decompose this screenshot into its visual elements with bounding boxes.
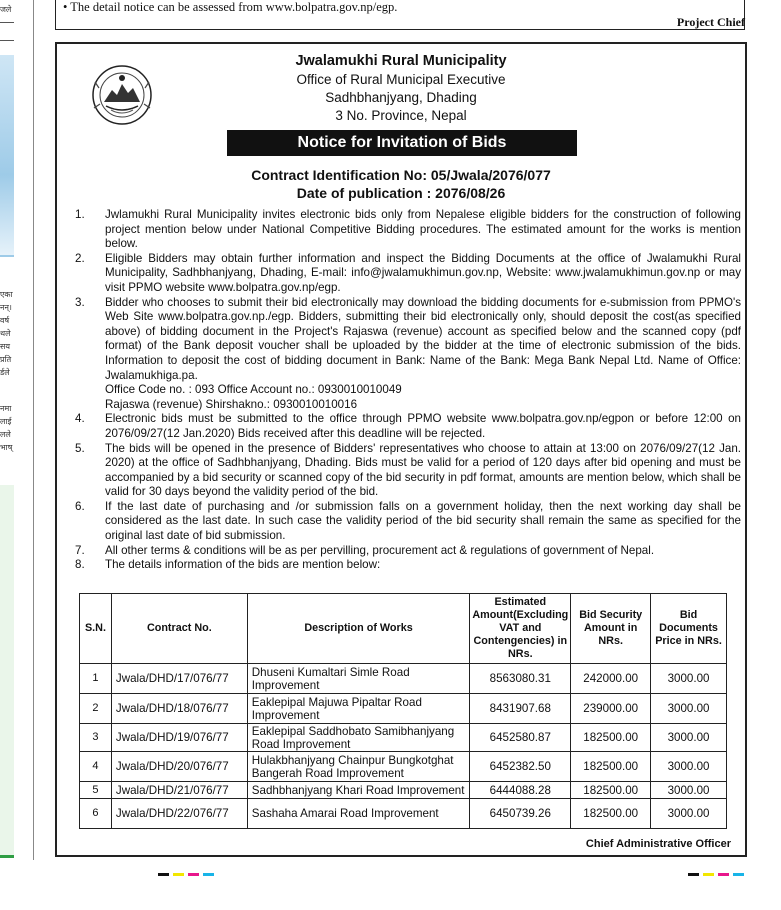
cell-security: 242000.00 xyxy=(571,664,651,694)
org-name: Jwalamukhi Rural Municipality xyxy=(295,53,507,69)
item-number: 1. xyxy=(75,208,85,221)
cell-sn: 1 xyxy=(80,664,112,694)
notice-header xyxy=(57,52,745,125)
table-row xyxy=(80,799,727,829)
previous-notice-line xyxy=(63,0,397,15)
cell-estimate: 8431907.68 xyxy=(470,694,571,724)
cell-description: Eaklepipal Saddhobato Samibhanjyang Road Improvement xyxy=(247,724,470,752)
header-line: Sadhbhanjyang, Dhading xyxy=(325,90,477,105)
contract-id: Contract Identification No: 05/Jwala/2076/077 xyxy=(251,167,551,183)
cell-price: 3000.00 xyxy=(651,799,727,829)
print-color-marks-right xyxy=(688,873,744,876)
print-mark-cyan xyxy=(733,873,744,876)
item-text: Electronic bids must be submitted to the office through PPMO website www.bolpatra.gov.np/egpon or before 12:00 on 2076/09/27(12 Jan.2020) Bids received after this deadline will be rejected. xyxy=(105,412,741,440)
column-divider xyxy=(33,0,34,860)
cell-estimate: 6444088.28 xyxy=(470,782,571,799)
table-header-row xyxy=(80,594,727,664)
cell-contract: Jwala/DHD/18/076/77 xyxy=(111,694,247,724)
cell-security: 182500.00 xyxy=(571,752,651,782)
cell-description: Hulakbhanjyang Chainpur Bungkotghat Bangerah Road Improvement xyxy=(247,752,470,782)
cell-sn: 6 xyxy=(80,799,112,829)
print-mark-magenta xyxy=(188,873,199,876)
left-fragment-line: एका xyxy=(0,290,13,299)
list-item xyxy=(71,500,741,544)
left-column-fragment xyxy=(0,0,14,860)
cell-price: 3000.00 xyxy=(651,724,727,752)
previous-notice-signature: Project Chief xyxy=(676,15,745,29)
left-fragment-line: वर्ष xyxy=(0,316,10,325)
bid-notice xyxy=(55,42,747,857)
previous-notice-fragment xyxy=(55,0,745,32)
list-item xyxy=(71,442,741,500)
print-mark-magenta xyxy=(718,873,729,876)
item-subline: Rajaswa (revenue) Shirshakno.: 0930010010016 xyxy=(105,397,358,411)
item-text: If the last date of purchasing and /or submission falls on a government holiday, then the next working day shall be considered as the last date. In such case the validity period of the bid security shall remain the same as specified for the original last date of bid submission. xyxy=(105,499,741,543)
item-text: Jwlamukhi Rural Municipality invites electronic bids only from Nepalese eligible bidders for the construction of following project mention below under National Competitive Bidding procedures. The estimated amount for the works is mention below. xyxy=(105,208,741,251)
cell-sn: 2 xyxy=(80,694,112,724)
list-item xyxy=(71,296,741,413)
left-fragment-text-b xyxy=(0,402,14,454)
left-fragment-line: लाई xyxy=(0,417,12,426)
col-header-description: Description of Works xyxy=(247,594,470,664)
item-text: Eligible Bidders may obtain further information and inspect the Bidding Documents at the office of Jwalamukhi Rural Municipality, Sadhbhanjyang, Dhading, E-mail: info@jwalamukhimun.gov.np, Website: www.jwalamukhimun.gov.np or may visit PPMO website www.bolpatra.gov.np/egp. xyxy=(105,251,741,294)
left-fragment-green-box xyxy=(0,485,14,858)
header-line: Office of Rural Municipal Executive xyxy=(296,72,506,87)
cell-estimate: 6452580.87 xyxy=(470,724,571,752)
list-item xyxy=(71,412,741,441)
signoff: Chief Administrative Officer xyxy=(585,838,731,850)
col-header-sn: S.N. xyxy=(80,594,112,664)
cell-contract: Jwala/DHD/19/076/77 xyxy=(111,724,247,752)
cell-description: Sadhbhanjyang Khari Road Improvement xyxy=(247,782,470,799)
print-mark-yellow xyxy=(703,873,714,876)
left-fragment-line: नन्। xyxy=(0,303,12,312)
cell-contract: Jwala/DHD/22/076/77 xyxy=(111,799,247,829)
cell-estimate: 6452382.50 xyxy=(470,752,571,782)
col-header-price: Bid Documents Price in NRs. xyxy=(651,594,727,664)
left-fragment-line: र्डले xyxy=(0,368,10,377)
item-text: The bids will be opened in the presence of Bidders' representatives who choose to attain at 13:00 on 2076/09/27(12 Jan. 2020) at the office of Sadhbhanjyang, Dhading. Bids must be valid for a period of 120 days after bid opening and must be accompanied by a bid security or scanned copy of the bid security in pdf format, amounts are mention below, which shall be valid for 30 days beyond the validity period of the bid. xyxy=(105,441,741,499)
item-text: Bidder who chooses to submit their bid electronically may download the bidding documents for e-submission from PPMO's Web Site www.bolpatra.gov.np./egp. Bidders, submitting their bid electronically only, should deposit the cost(as specified above) of bidding document in the Project's Rajaswa (revenue) account as specified below and the scanned copy (pdf format) of the Bank deposit voucher shall be uploaded by the bidder at the time of electronic submission of the bids. Information to deposit the cost of bidding document in Bank: Name of the Bank: Mega Bank Nepal Ltd. Name of Office: Jwalamukhiga.pa. xyxy=(105,295,741,382)
cell-description: Dhuseni Kumaltari Simle Road Improvement xyxy=(247,664,470,694)
left-fragment-line: लले xyxy=(0,430,11,439)
left-fragment-line: सय xyxy=(0,342,11,351)
col-header-estimate: Estimated Amount(Excluding VAT and Contengencies) in NRs. xyxy=(470,594,571,664)
cell-security: 182500.00 xyxy=(571,724,651,752)
col-header-security: Bid Security Amount in NRs. xyxy=(571,594,651,664)
cell-security: 239000.00 xyxy=(571,694,651,724)
col-header-contract: Contract No. xyxy=(111,594,247,664)
left-fragment-line: भाष् xyxy=(0,443,13,452)
table-row xyxy=(80,752,727,782)
cell-sn: 5 xyxy=(80,782,112,799)
left-fragment-line: थले xyxy=(0,329,11,338)
left-fragment-rule xyxy=(0,40,14,41)
cell-security: 182500.00 xyxy=(571,782,651,799)
cell-contract: Jwala/DHD/21/076/77 xyxy=(111,782,247,799)
left-fragment-line: प्रति xyxy=(0,355,12,364)
cell-price: 3000.00 xyxy=(651,694,727,724)
print-mark-black xyxy=(158,873,169,876)
previous-notice-text: The detail notice can be assessed from www.bolpatra.gov.np/egp. xyxy=(70,0,398,14)
header-line: 3 No. Province, Nepal xyxy=(335,108,467,123)
cell-price: 3000.00 xyxy=(651,752,727,782)
item-number: 4. xyxy=(75,412,85,426)
item-subline: Office Code no. : 093 Office Account no.: 0930010010049 xyxy=(105,383,402,397)
item-number: 2. xyxy=(75,251,85,265)
cell-description: Sashaha Amarai Road Improvement xyxy=(247,799,470,829)
print-mark-black xyxy=(688,873,699,876)
table-row xyxy=(80,694,727,724)
cell-estimate: 8563080.31 xyxy=(470,664,571,694)
list-item xyxy=(71,558,741,573)
cell-price: 3000.00 xyxy=(651,664,727,694)
table-row xyxy=(80,724,727,752)
list-item xyxy=(71,208,741,252)
print-color-marks-left xyxy=(158,873,214,876)
left-fragment-top-word: जले xyxy=(0,5,12,14)
print-mark-cyan xyxy=(203,873,214,876)
table-row xyxy=(80,782,727,799)
left-fragment-rule xyxy=(0,22,14,23)
left-fragment-text-a xyxy=(0,288,14,379)
cell-contract: Jwala/DHD/20/076/77 xyxy=(111,752,247,782)
cell-sn: 3 xyxy=(80,724,112,752)
notice-banner: Notice for Invitation of Bids xyxy=(227,130,577,156)
item-text: The details information of the bids are mention below: xyxy=(105,558,381,572)
list-item xyxy=(71,544,741,559)
print-mark-yellow xyxy=(173,873,184,876)
item-number: 3. xyxy=(75,295,85,309)
table-row xyxy=(80,664,727,694)
item-text: All other terms & conditions will be as per pervilling, procurement act & regulations of government of Nepal. xyxy=(105,543,655,557)
notice-items xyxy=(71,208,741,573)
item-number: 8. xyxy=(75,558,85,572)
item-number: 6. xyxy=(75,499,85,513)
item-number: 5. xyxy=(75,441,85,455)
bids-table xyxy=(79,593,727,829)
cell-sn: 4 xyxy=(80,752,112,782)
cell-security: 182500.00 xyxy=(571,799,651,829)
contract-info xyxy=(57,166,745,202)
item-number: 7. xyxy=(75,543,85,557)
left-fragment-blue-image xyxy=(0,55,14,257)
publication-date: Date of publication : 2076/08/26 xyxy=(296,185,506,201)
left-fragment-line: नमा xyxy=(0,404,12,413)
cell-description: Eaklepipal Majuwa Pipaltar Road Improvement xyxy=(247,694,470,724)
list-item xyxy=(71,252,741,296)
cell-estimate: 6450739.26 xyxy=(470,799,571,829)
cell-contract: Jwala/DHD/17/076/77 xyxy=(111,664,247,694)
cell-price: 3000.00 xyxy=(651,782,727,799)
bullet-mark: • xyxy=(63,0,68,14)
